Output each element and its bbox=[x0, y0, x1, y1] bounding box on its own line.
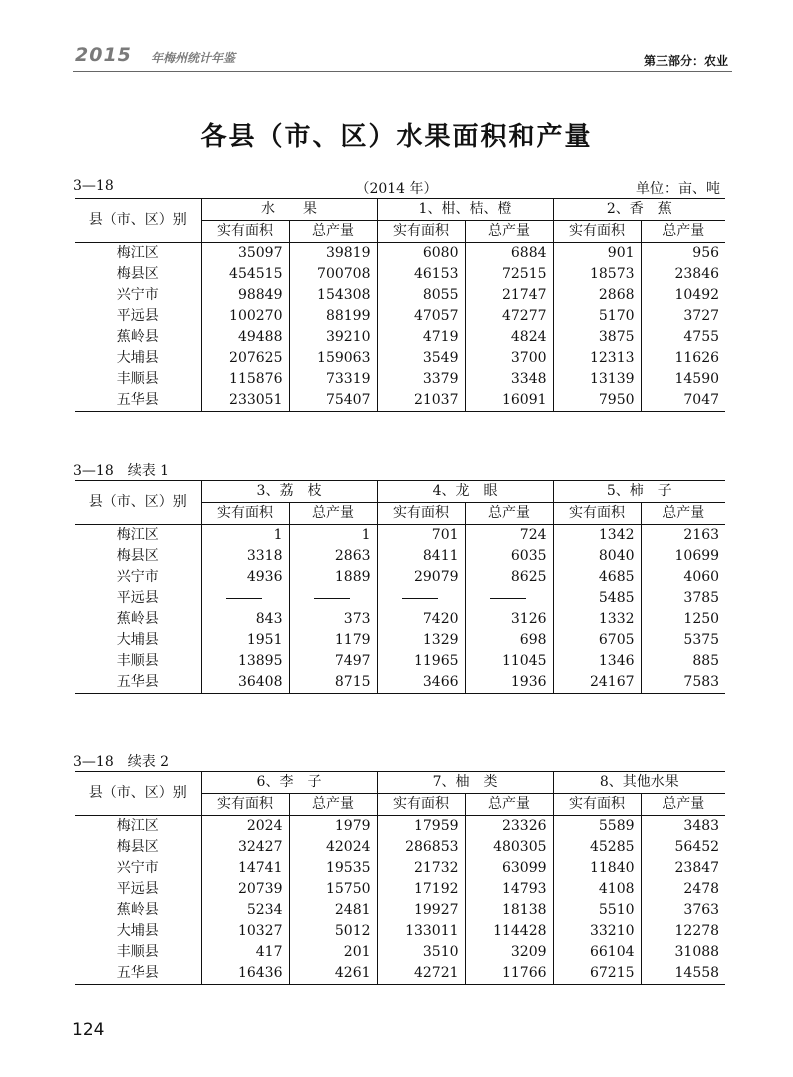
table-cell-value: 843 bbox=[201, 609, 289, 630]
table-cell-value: 39210 bbox=[289, 327, 377, 348]
area-column-header: 实有面积 bbox=[553, 503, 641, 525]
table-row bbox=[75, 651, 725, 672]
table-cell-value: 956 bbox=[692, 245, 720, 261]
region-name: 丰顺县 bbox=[75, 651, 201, 672]
table-row bbox=[75, 390, 725, 412]
table-cell-value: 11045 bbox=[465, 651, 553, 672]
table-row bbox=[75, 327, 725, 348]
region-name: 大埔县 bbox=[75, 348, 201, 369]
table-cell-value: 5510 bbox=[553, 900, 641, 921]
table-cell-value: 14558 bbox=[641, 963, 725, 985]
table-cell-value: 66104 bbox=[553, 942, 641, 963]
output-column-header: 总产量 bbox=[289, 503, 377, 525]
table-row bbox=[75, 588, 725, 609]
region-name: 梅县区 bbox=[75, 837, 201, 858]
table-cell-value: 35097 bbox=[201, 243, 289, 265]
output-column-header: 总产量 bbox=[465, 221, 553, 243]
output-column-header: 总产量 bbox=[641, 221, 725, 243]
table-cell-value: 1332 bbox=[553, 609, 641, 630]
table-row bbox=[75, 672, 725, 694]
table-row bbox=[75, 921, 725, 942]
table-row bbox=[75, 264, 725, 285]
header-rule bbox=[73, 71, 732, 72]
table-cell-value: 6080 bbox=[377, 243, 465, 265]
table-cell-value: 24167 bbox=[553, 672, 641, 694]
fruit-group-header: 6、李 子 bbox=[201, 772, 377, 794]
region-name: 五华县 bbox=[75, 672, 201, 694]
no-data-dash bbox=[289, 588, 377, 609]
running-header bbox=[73, 44, 732, 72]
table-cell-value: 5589 bbox=[553, 816, 641, 838]
table-cell-value: 21747 bbox=[465, 285, 553, 306]
table-cell-value: 724 bbox=[465, 525, 553, 547]
header-year: 2015 bbox=[75, 44, 132, 66]
table-cell-value: 14590 bbox=[674, 371, 720, 387]
table-cell-value: 20739 bbox=[201, 879, 289, 900]
table-cell-value: 1346 bbox=[553, 651, 641, 672]
table-cell-value: 7420 bbox=[377, 609, 465, 630]
table-cell-value: 8055 bbox=[377, 285, 465, 306]
region-column-header: 县（市、区）别 bbox=[75, 481, 201, 525]
table-cell-value: 42024 bbox=[289, 837, 377, 858]
table-cell-value: 21037 bbox=[377, 390, 465, 412]
fruit-group-header: 2、香 蕉 bbox=[553, 199, 725, 221]
table-cell-value: 72515 bbox=[465, 264, 553, 285]
table-cell-value: 4108 bbox=[553, 879, 641, 900]
table-cell-value: 31088 bbox=[674, 944, 720, 960]
table-cell-value: 88199 bbox=[289, 306, 377, 327]
table-cell-value: 39819 bbox=[289, 243, 377, 265]
region-name: 梅县区 bbox=[75, 546, 201, 567]
table-cell-value: 286853 bbox=[377, 837, 465, 858]
table-cell-value: 7950 bbox=[553, 390, 641, 412]
table-cell-value: 47277 bbox=[465, 306, 553, 327]
table-row bbox=[75, 243, 725, 265]
table-cell-value: 7583 bbox=[641, 672, 725, 694]
region-name: 大埔县 bbox=[75, 630, 201, 651]
table-cell-value: 3379 bbox=[377, 369, 465, 390]
output-column-header: 总产量 bbox=[465, 794, 553, 816]
table-cell-value: 11626 bbox=[674, 350, 720, 366]
table-cell-value: 19535 bbox=[289, 858, 377, 879]
table-cell-value: 1329 bbox=[377, 630, 465, 651]
fruit-group-header: 7、柚 类 bbox=[377, 772, 553, 794]
table-cell-value: 201 bbox=[289, 942, 377, 963]
output-column-header: 总产量 bbox=[641, 503, 725, 525]
table-cell-value: 4719 bbox=[377, 327, 465, 348]
table-cell-value: 2863 bbox=[289, 546, 377, 567]
table-row bbox=[75, 348, 725, 369]
table-cell-value: 5375 bbox=[683, 632, 720, 648]
table-row bbox=[75, 285, 725, 306]
table-cell-value: 1250 bbox=[683, 611, 720, 627]
table-cell-value: 17959 bbox=[377, 816, 465, 838]
table-cell-value: 98849 bbox=[201, 285, 289, 306]
table-cell-value: 8715 bbox=[289, 672, 377, 694]
table-row bbox=[75, 963, 725, 985]
table-cell-value: 7047 bbox=[641, 390, 725, 412]
area-column-header: 实有面积 bbox=[553, 794, 641, 816]
fruit-group-header: 4、龙 眼 bbox=[377, 481, 553, 503]
region-name: 蕉岭县 bbox=[75, 609, 201, 630]
fruit-group-header: 3、荔 枝 bbox=[201, 481, 377, 503]
no-data-dash bbox=[465, 588, 553, 609]
region-column-header: 县（市、区）别 bbox=[75, 199, 201, 243]
table-cell-value: 75407 bbox=[289, 390, 377, 412]
table-cell-value: 47057 bbox=[377, 306, 465, 327]
table-cell-value: 29079 bbox=[377, 567, 465, 588]
table-cell-value: 10327 bbox=[201, 921, 289, 942]
region-name: 蕉岭县 bbox=[75, 900, 201, 921]
table-cell-value: 8040 bbox=[553, 546, 641, 567]
fruit-group-header: 8、其他水果 bbox=[553, 772, 725, 794]
area-column-header: 实有面积 bbox=[377, 794, 465, 816]
table-row bbox=[75, 858, 725, 879]
region-name: 梅江区 bbox=[75, 243, 201, 265]
header-section: 第三部分：农业 bbox=[643, 54, 728, 68]
region-name: 丰顺县 bbox=[75, 369, 201, 390]
table-cell-value: 159063 bbox=[289, 348, 377, 369]
table-cell-value: 3727 bbox=[683, 308, 720, 324]
area-column-header: 实有面积 bbox=[201, 503, 289, 525]
table-cell-value: 1951 bbox=[201, 630, 289, 651]
table-cell-value: 21732 bbox=[377, 858, 465, 879]
region-name: 梅县区 bbox=[75, 264, 201, 285]
region-name: 兴宁市 bbox=[75, 858, 201, 879]
table-cell-value: 115876 bbox=[201, 369, 289, 390]
table-row bbox=[75, 567, 725, 588]
table-cell-value: 10492 bbox=[674, 287, 720, 303]
table-cell-value: 3209 bbox=[465, 942, 553, 963]
table-cell-value: 3126 bbox=[465, 609, 553, 630]
table-cell-value: 42721 bbox=[377, 963, 465, 985]
table-cell-value: 154308 bbox=[289, 285, 377, 306]
table-cell-value: 233051 bbox=[201, 390, 289, 412]
table-cell-value: 45285 bbox=[553, 837, 641, 858]
table-cell-value: 56452 bbox=[674, 839, 720, 855]
output-column-header: 总产量 bbox=[465, 503, 553, 525]
table-row bbox=[75, 525, 725, 547]
table-cell-value: 2868 bbox=[553, 285, 641, 306]
table-cell-value: 3483 bbox=[683, 818, 720, 834]
area-column-header: 实有面积 bbox=[201, 221, 289, 243]
table-cell-value: 1179 bbox=[289, 630, 377, 651]
no-data-dash bbox=[377, 588, 465, 609]
table-cell-value: 23847 bbox=[674, 860, 720, 876]
table-cell-value: 5012 bbox=[289, 921, 377, 942]
table-cell-value: 32427 bbox=[201, 837, 289, 858]
fruit-table-main bbox=[75, 198, 725, 412]
table-cell-value: 133011 bbox=[377, 921, 465, 942]
table-cell-value: 13139 bbox=[553, 369, 641, 390]
table-cell-value: 36408 bbox=[201, 672, 289, 694]
output-column-header: 总产量 bbox=[641, 794, 725, 816]
region-name: 梅江区 bbox=[75, 816, 201, 838]
area-column-header: 实有面积 bbox=[201, 794, 289, 816]
region-name: 平远县 bbox=[75, 879, 201, 900]
table-row bbox=[75, 306, 725, 327]
page-number: 124 bbox=[72, 1020, 105, 1040]
table-cell-value: 3763 bbox=[683, 902, 720, 918]
table-cell-value: 73319 bbox=[289, 369, 377, 390]
table-cell-value: 8625 bbox=[465, 567, 553, 588]
table-row bbox=[75, 837, 725, 858]
table-cell-value: 12313 bbox=[553, 348, 641, 369]
table-cell-value: 14741 bbox=[201, 858, 289, 879]
area-column-header: 实有面积 bbox=[377, 221, 465, 243]
table-cell-value: 14793 bbox=[465, 879, 553, 900]
table-cell-value: 207625 bbox=[201, 348, 289, 369]
table-cell-value: 46153 bbox=[377, 264, 465, 285]
table-cell-value: 5485 bbox=[553, 588, 641, 609]
table-cell-value: 23326 bbox=[465, 816, 553, 838]
table-cell-value: 698 bbox=[465, 630, 553, 651]
table-cell-value: 4824 bbox=[465, 327, 553, 348]
table-cell-value: 8411 bbox=[377, 546, 465, 567]
table-cell-value: 23846 bbox=[674, 266, 720, 282]
table-cell-value: 49488 bbox=[201, 327, 289, 348]
table-cell-value: 454515 bbox=[201, 264, 289, 285]
table-cell-value: 7497 bbox=[289, 651, 377, 672]
fruit-group-header: 水 果 bbox=[201, 199, 377, 221]
table-cell-value: 3348 bbox=[465, 369, 553, 390]
table-cell-value: 1 bbox=[201, 525, 289, 547]
table-cell-value: 3875 bbox=[553, 327, 641, 348]
table-cell-value: 18138 bbox=[465, 900, 553, 921]
table-row bbox=[75, 546, 725, 567]
table-cell-value: 1 bbox=[289, 525, 377, 547]
fruit-table-continued-2 bbox=[75, 771, 725, 985]
region-name: 平远县 bbox=[75, 306, 201, 327]
table-cell-value: 2481 bbox=[289, 900, 377, 921]
table-cell-value: 63099 bbox=[465, 858, 553, 879]
table-cell-value: 100270 bbox=[201, 306, 289, 327]
table-cell-value: 11840 bbox=[553, 858, 641, 879]
fruit-group-header: 1、柑、桔、橙 bbox=[377, 199, 553, 221]
table-cell-value: 2163 bbox=[683, 527, 720, 543]
table-row bbox=[75, 942, 725, 963]
table-row bbox=[75, 630, 725, 651]
region-name: 五华县 bbox=[75, 390, 201, 412]
table-cell-value: 1342 bbox=[553, 525, 641, 547]
table-cell-value: 700708 bbox=[289, 264, 377, 285]
table-cell-value: 6884 bbox=[465, 243, 553, 265]
table-year: （2014 年） bbox=[355, 181, 438, 197]
region-name: 梅江区 bbox=[75, 525, 201, 547]
region-column-header: 县（市、区）别 bbox=[75, 772, 201, 816]
region-name: 丰顺县 bbox=[75, 942, 201, 963]
table-row bbox=[75, 900, 725, 921]
region-name: 兴宁市 bbox=[75, 285, 201, 306]
region-name: 大埔县 bbox=[75, 921, 201, 942]
region-name: 蕉岭县 bbox=[75, 327, 201, 348]
table-cell-value: 3700 bbox=[465, 348, 553, 369]
area-column-header: 实有面积 bbox=[553, 221, 641, 243]
table-cell-value: 3785 bbox=[683, 590, 720, 606]
table-cell-value: 2478 bbox=[683, 881, 720, 897]
table-cell-value: 3466 bbox=[377, 672, 465, 694]
table-cell-value: 11965 bbox=[377, 651, 465, 672]
table-id: 3—18 bbox=[73, 178, 114, 194]
table-cell-value: 373 bbox=[289, 609, 377, 630]
table-cell-value: 2024 bbox=[201, 816, 289, 838]
table-row bbox=[75, 609, 725, 630]
table-cell-value: 480305 bbox=[465, 837, 553, 858]
table-row bbox=[75, 369, 725, 390]
table-cell-value: 901 bbox=[553, 243, 641, 265]
table-cell-value: 1979 bbox=[289, 816, 377, 838]
table-cell-value: 10699 bbox=[674, 548, 720, 564]
table-id: 3—18 续表 2 bbox=[73, 754, 170, 770]
region-name: 兴宁市 bbox=[75, 567, 201, 588]
output-column-header: 总产量 bbox=[289, 221, 377, 243]
table-unit: 单位：亩、吨 bbox=[636, 181, 720, 197]
table-cell-value: 4261 bbox=[289, 963, 377, 985]
table-row bbox=[75, 816, 725, 838]
table-cell-value: 12278 bbox=[674, 923, 720, 939]
table-cell-value: 6035 bbox=[465, 546, 553, 567]
table-row bbox=[75, 879, 725, 900]
page-title: 各县（市、区）水果面积和产量 bbox=[200, 122, 593, 152]
region-name: 平远县 bbox=[75, 588, 201, 609]
table-cell-value: 33210 bbox=[553, 921, 641, 942]
table-cell-value: 3510 bbox=[377, 942, 465, 963]
area-column-header: 实有面积 bbox=[377, 503, 465, 525]
table-cell-value: 5170 bbox=[553, 306, 641, 327]
table-cell-value: 19927 bbox=[377, 900, 465, 921]
output-column-header: 总产量 bbox=[289, 794, 377, 816]
table-cell-value: 1936 bbox=[465, 672, 553, 694]
table-cell-value: 3318 bbox=[201, 546, 289, 567]
table-cell-value: 4685 bbox=[553, 567, 641, 588]
table-cell-value: 13895 bbox=[201, 651, 289, 672]
table-cell-value: 16091 bbox=[465, 390, 553, 412]
table-cell-value: 6705 bbox=[553, 630, 641, 651]
table-cell-value: 3549 bbox=[377, 348, 465, 369]
header-book-title: 年梅州统计年鉴 bbox=[151, 51, 236, 65]
region-name: 五华县 bbox=[75, 963, 201, 985]
table-cell-value: 114428 bbox=[465, 921, 553, 942]
table-cell-value: 885 bbox=[692, 653, 720, 669]
table-cell-value: 4060 bbox=[683, 569, 720, 585]
table-id: 3—18 续表 1 bbox=[73, 463, 170, 479]
table-cell-value: 18573 bbox=[553, 264, 641, 285]
table-cell-value: 16436 bbox=[201, 963, 289, 985]
table-cell-value: 11766 bbox=[465, 963, 553, 985]
table-cell-value: 1889 bbox=[289, 567, 377, 588]
table-cell-value: 701 bbox=[377, 525, 465, 547]
table-cell-value: 4755 bbox=[683, 329, 720, 345]
fruit-table-continued-1 bbox=[75, 480, 725, 694]
no-data-dash bbox=[201, 588, 289, 609]
table-cell-value: 5234 bbox=[201, 900, 289, 921]
table-cell-value: 4936 bbox=[201, 567, 289, 588]
table-cell-value: 15750 bbox=[289, 879, 377, 900]
table-cell-value: 417 bbox=[201, 942, 289, 963]
table-cell-value: 17192 bbox=[377, 879, 465, 900]
fruit-group-header: 5、柿 子 bbox=[553, 481, 725, 503]
table-cell-value: 67215 bbox=[553, 963, 641, 985]
